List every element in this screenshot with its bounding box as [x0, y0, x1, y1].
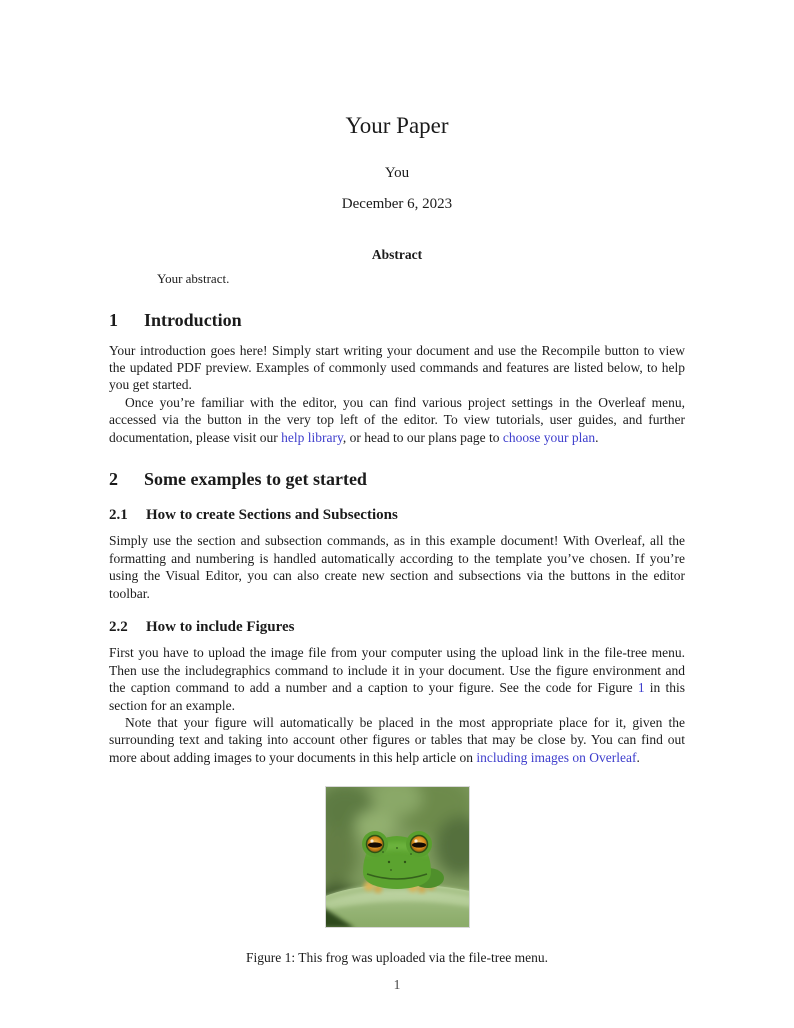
figure-caption: Figure 1: This frog was uploaded via the file-tree menu. [246, 950, 548, 966]
figures-paragraph-2 [109, 714, 685, 766]
text-run: , or head to our plans page to [342, 429, 503, 445]
abstract-heading: Abstract [371, 246, 423, 262]
intro-paragraph-2 [109, 394, 685, 446]
section-2-title: Some examples to get started [144, 468, 367, 489]
frog-photo [325, 786, 470, 928]
frog-photo-graphic [325, 786, 470, 928]
section-2-heading [109, 470, 685, 490]
subsection-2-1-title: How to create Sections and Subsections [146, 506, 398, 523]
subsection-2-1-number: 2.1 [109, 506, 128, 523]
text-run: First you have to upload the image file from your computer using the upload link in the file-tree menu. Then use the includegraphics command to include it in your document. Use the figure environment and the caption command to add a number and a caption to your figure. See the code for Figure [109, 645, 685, 696]
paper-title: Your Paper [345, 113, 449, 138]
section-2-number: 2 [109, 468, 118, 489]
text-run: Note that your figure will automatically be placed in the most appropriate place for it, given the surrounding text and taking into account other figures or tables that may be close by. You can find out more about adding images to your documents in this help article on [109, 715, 685, 765]
text-run: Simply use the section and subsection commands, as in this example document! With Overleaf, all the formatting and numbering is handled automatically according to the template you’ve chosen. If you’re using the Visual Editor, you can also create new section and subsections via the buttons in the editor toolbar. [109, 533, 685, 601]
abstract-text: Your abstract. [157, 270, 230, 286]
subsection-2-1-heading [109, 507, 685, 524]
text-run: Once you’re familiar with the editor, you can find various project settings in the Overleaf menu, accessed via the button in the very top left of the editor. To view tutorials, user guides, and further documentation, please visit our [109, 394, 685, 445]
page-number: 1 [393, 977, 401, 992]
section-1-heading [109, 311, 685, 331]
sections-paragraph [109, 532, 685, 602]
choose-your-plan-link[interactable]: choose your plan [502, 429, 596, 445]
section-1-title: Introduction [144, 309, 242, 330]
subsection-2-2-title: How to include Figures [146, 618, 295, 635]
figure-1-ref-link[interactable]: 1 [637, 680, 645, 696]
including-images-link[interactable]: including images on Overleaf [476, 749, 637, 765]
paper-author: You [384, 164, 410, 181]
paper-date: December 6, 2023 [341, 195, 453, 212]
subsection-2-2-number: 2.2 [109, 618, 128, 635]
figures-paragraph-1 [109, 644, 685, 714]
help-library-link[interactable]: help library [281, 429, 343, 445]
intro-paragraph-1 [109, 342, 685, 394]
figure-1 [109, 786, 685, 966]
text-run: in this section for an example. [109, 680, 686, 713]
section-1-number: 1 [109, 309, 118, 330]
text-run: . [636, 749, 640, 765]
text-block [109, 112, 685, 966]
subsection-2-2-heading [109, 619, 685, 636]
text-run: Your introduction goes here! Simply start writing your document and use the Recompile button to view the updated PDF preview. Examples of commonly used commands and features are listed below, to help you get started. [109, 342, 685, 393]
text-run: . [595, 429, 599, 445]
